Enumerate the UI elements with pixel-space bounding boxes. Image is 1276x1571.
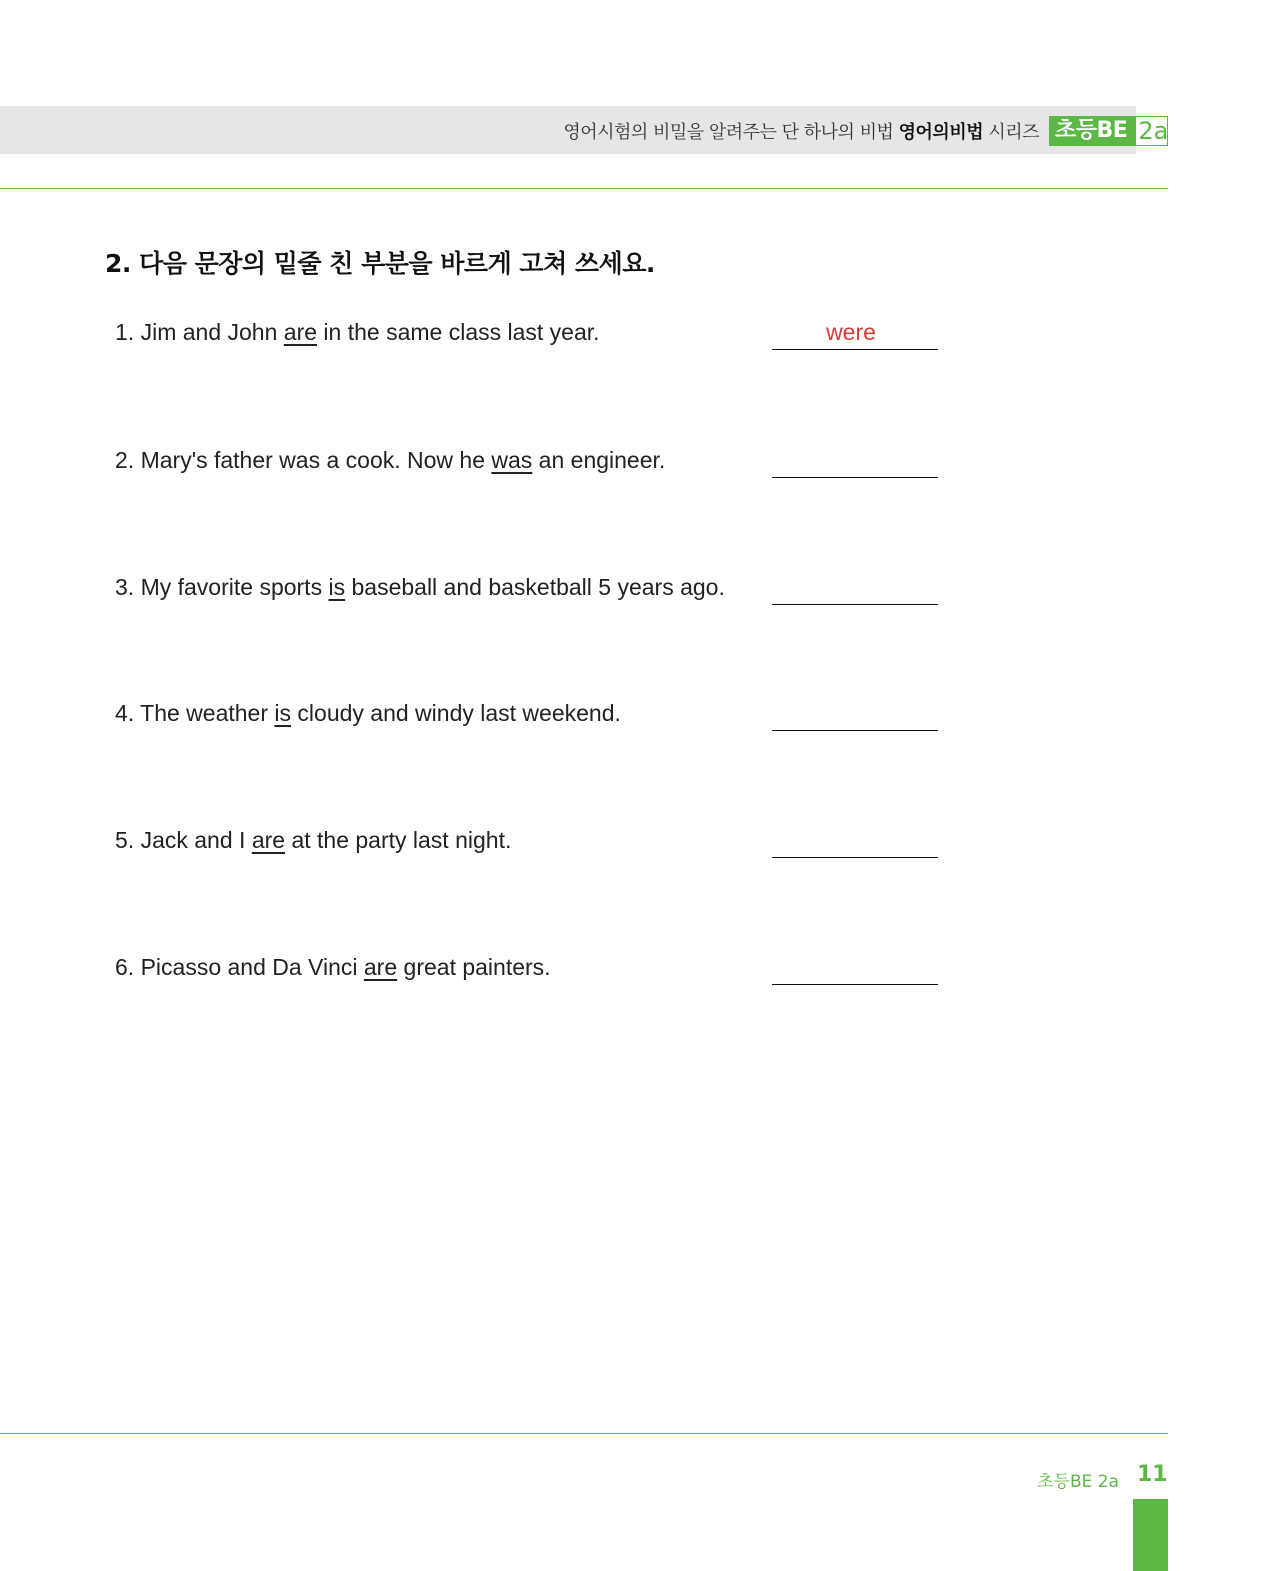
header-divider bbox=[0, 188, 1168, 189]
exercise-sentence bbox=[115, 954, 551, 981]
exercise-sentence bbox=[115, 700, 621, 727]
sentence-after: cloudy and windy last weekend. bbox=[291, 700, 621, 726]
underlined-word: is bbox=[274, 700, 292, 726]
exercise-item-1 bbox=[115, 319, 945, 355]
sentence-before: The weather bbox=[140, 700, 275, 726]
sentence-after: great painters. bbox=[397, 954, 551, 980]
tagline-prefix: 영어시험의 비밀을 알려주는 단 하나의 비법 bbox=[563, 122, 899, 143]
sentence-before: Jack and I bbox=[140, 827, 252, 853]
book-badge bbox=[1049, 116, 1168, 146]
question-title: 2. 다음 문장의 밑줄 친 부분을 바르게 고쳐 쓰세요. bbox=[105, 249, 655, 278]
tagline-suffix: 시리즈 bbox=[983, 122, 1039, 143]
answer-text[interactable]: were bbox=[826, 319, 876, 345]
item-number: 6. bbox=[115, 954, 141, 980]
underlined-word: are bbox=[363, 954, 398, 980]
tagline-brand: 영어의비법 bbox=[898, 122, 984, 143]
underlined-word: are bbox=[251, 827, 286, 853]
badge-level: 2a bbox=[1135, 116, 1168, 146]
sentence-after: baseball and basketball 5 years ago. bbox=[345, 574, 725, 600]
footer-book-label: 초등BE 2a bbox=[1037, 1472, 1119, 1492]
sentence-before: My favorite sports bbox=[140, 574, 329, 600]
answer-blank[interactable] bbox=[772, 349, 938, 350]
exercise-sentence bbox=[115, 827, 511, 854]
page-number: 11 bbox=[1137, 1462, 1168, 1487]
footer-divider bbox=[0, 1433, 1168, 1434]
item-number: 4. bbox=[115, 700, 141, 726]
sentence-before: Jim and John bbox=[140, 319, 284, 345]
series-tagline bbox=[563, 118, 1039, 144]
exercise-item-6 bbox=[115, 954, 945, 990]
exercise-item-4 bbox=[115, 700, 945, 736]
exercise-item-5 bbox=[115, 827, 945, 863]
sentence-after: in the same class last year. bbox=[317, 319, 600, 345]
underlined-word: is bbox=[328, 574, 346, 600]
underlined-word: was bbox=[491, 447, 533, 473]
exercise-sentence bbox=[115, 447, 665, 474]
exercise-item-3 bbox=[115, 574, 945, 610]
answer-blank[interactable] bbox=[772, 604, 938, 605]
answer-blank[interactable] bbox=[772, 857, 938, 858]
answer-blank[interactable] bbox=[772, 477, 938, 478]
exercise-sentence bbox=[115, 319, 600, 346]
item-number: 3. bbox=[115, 574, 141, 600]
sentence-after: an engineer. bbox=[532, 447, 666, 473]
exercise-item-2 bbox=[115, 447, 945, 483]
item-number: 2. bbox=[115, 447, 141, 473]
answer-blank[interactable] bbox=[772, 984, 938, 985]
sentence-after: at the party last night. bbox=[285, 827, 512, 853]
item-number: 1. bbox=[115, 319, 141, 345]
page-edge-tab bbox=[1133, 1499, 1168, 1571]
sentence-before: Picasso and Da Vinci bbox=[140, 954, 364, 980]
item-number: 5. bbox=[115, 827, 141, 853]
sentence-before: Mary's father was a cook. Now he bbox=[140, 447, 492, 473]
badge-title: 초등BE bbox=[1049, 116, 1135, 146]
answer-blank[interactable] bbox=[772, 730, 938, 731]
exercise-sentence bbox=[115, 574, 725, 601]
underlined-word: are bbox=[283, 319, 318, 345]
